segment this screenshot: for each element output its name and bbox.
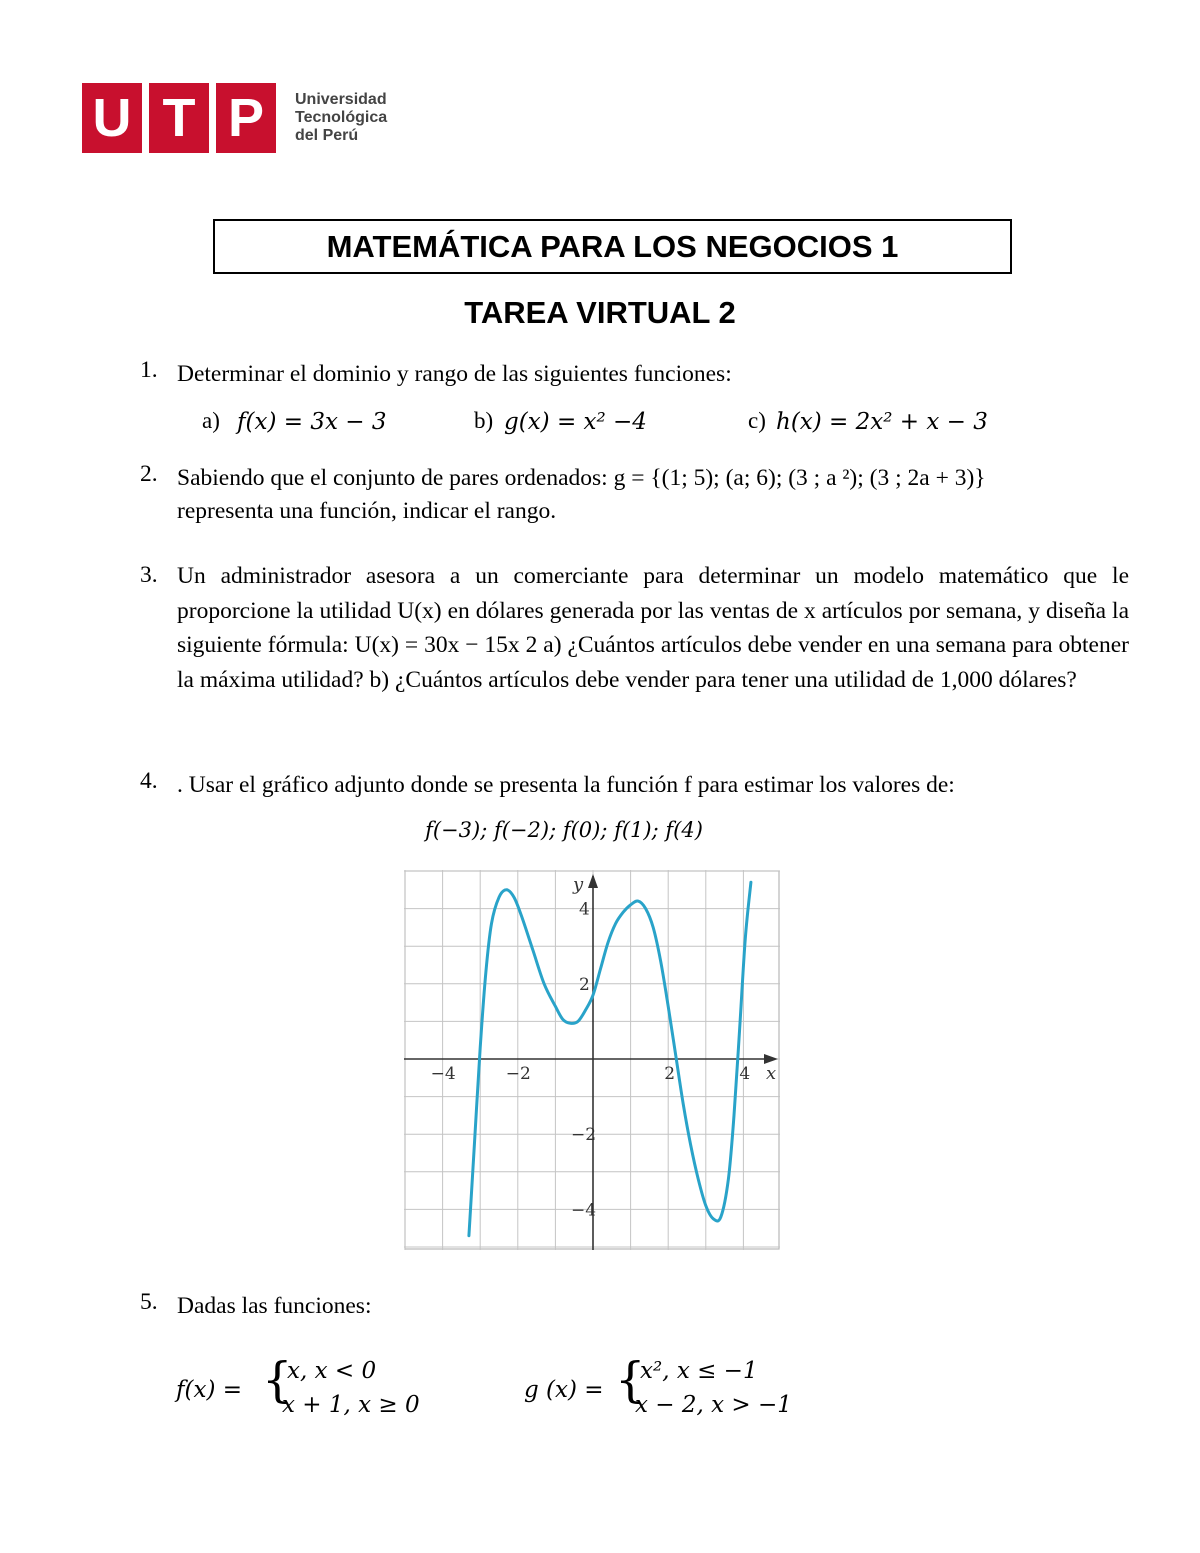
y-tick-label: 4	[579, 899, 590, 920]
q4-number: 4.	[140, 768, 158, 794]
function-graph	[404, 870, 780, 1250]
q3-number: 3.	[140, 562, 158, 588]
x-tick-label: 4	[739, 1064, 751, 1084]
logo-line-2: Tecnológica	[295, 109, 388, 126]
q3-text: Un administrador asesora a un comerciante para determinar un modelo matemático que le proporcione la utilidad U(x) en dólares generada por las ventas de x artículos por semana, y diseña la siguiente fórmula: U(x) = 30x − 15x 2 a) ¿Cuántos artículos debe vender en una semana para obtener la máxima utilidad? b) ¿Cuántos artículos debe vender para tener una utilidad de 1,000 dólares?	[177, 563, 1129, 693]
f-brace-icon: {	[262, 1352, 293, 1408]
logo-letter-u: U	[82, 83, 142, 153]
g-definition-lhs: g (x) =	[524, 1377, 604, 1403]
chart-axes	[404, 874, 778, 1250]
title-box	[213, 219, 1012, 274]
q1-b-label: b)	[474, 408, 494, 433]
f-case-1: x, x < 0	[287, 1358, 377, 1384]
f-definition-lhs: f(x) =	[176, 1377, 243, 1403]
g-brace-icon: {	[615, 1352, 646, 1408]
page-title: MATEMÁTICA PARA LOS NEGOCIOS 1	[326, 228, 899, 264]
logo-letter-t: T	[149, 83, 209, 153]
g-case-2: x − 2, x > −1	[635, 1392, 792, 1418]
f-case-2: x + 1, x ≥ 0	[282, 1392, 420, 1418]
q1-a-label: a)	[202, 408, 220, 433]
y-axis-label: y	[573, 874, 584, 895]
x-tick-label: −4	[430, 1064, 456, 1084]
q2-number: 2.	[140, 461, 158, 487]
y-tick-label: −4	[571, 1200, 597, 1221]
q5-number: 5.	[140, 1289, 158, 1315]
x-tick-label: −2	[505, 1064, 531, 1084]
logo-university-name	[295, 91, 387, 145]
chart-grid	[404, 870, 780, 1250]
q1-c-expression: h(x) = 2x² + x − 3	[776, 409, 988, 435]
page-subtitle: TAREA VIRTUAL 2	[464, 295, 736, 330]
q4-text: . Usar el gráfico adjunto donde se presenta la función f para estimar los valores de:	[177, 772, 955, 798]
x-axis-label: x	[766, 1063, 777, 1084]
q2-line-1: Sabiendo que el conjunto de pares ordenados: g = {(1; 5); (a; 6); (3 ; a ²); (3 ; 2a + 3)}	[177, 465, 986, 491]
logo-line-3: del Perú	[295, 127, 359, 144]
q1-a-expression: f(x) = 3x − 3	[237, 409, 387, 435]
y-axis-arrow	[588, 874, 598, 888]
q4-values: f(−3); f(−2); f(0); f(1); f(4)	[425, 818, 703, 842]
utp-logo	[82, 83, 387, 153]
chart-border	[405, 871, 779, 1249]
q1-text: Determinar el dominio y rango de las siguientes funciones:	[177, 361, 732, 387]
logo-letter-p: P	[216, 83, 276, 153]
y-tick-label: 2	[579, 974, 590, 995]
q1-c-label: c)	[748, 408, 766, 433]
g-case-1: x², x ≤ −1	[640, 1358, 758, 1384]
y-tick-label: −2	[571, 1125, 597, 1146]
q2-line-2: representa una función, indicar el rango.	[177, 498, 557, 524]
q1-b-expression: g(x) = x² −4	[504, 409, 647, 435]
x-tick-label: 2	[664, 1064, 676, 1084]
q1-number: 1.	[140, 357, 158, 383]
q5-text: Dadas las funciones:	[177, 1293, 372, 1319]
logo-line-1: Universidad	[295, 91, 387, 108]
